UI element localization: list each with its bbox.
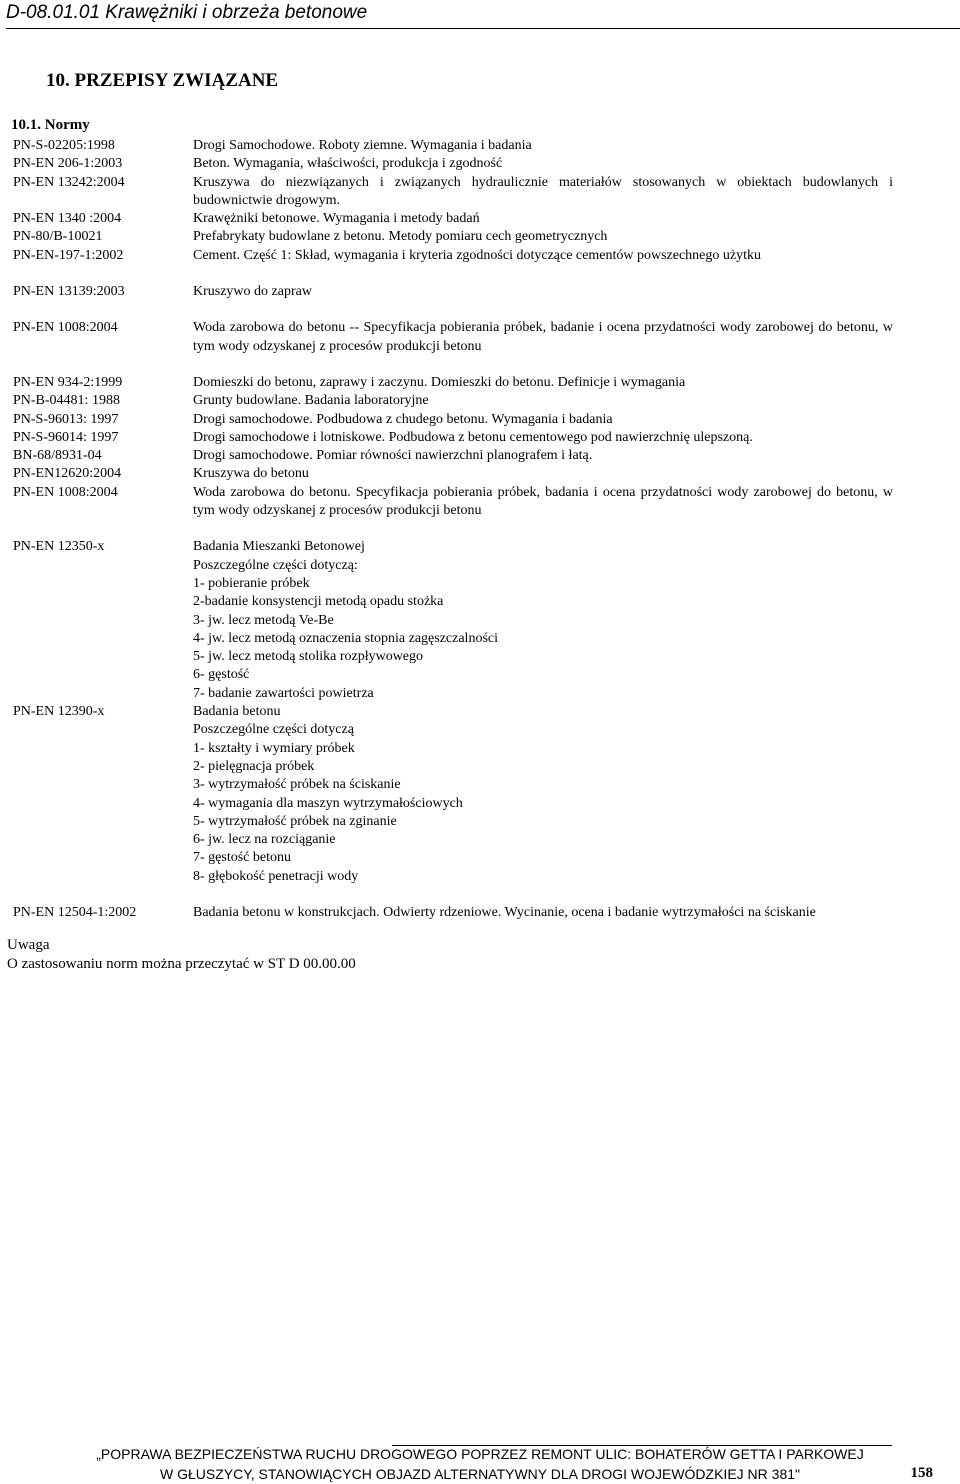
norm-code: PN-EN 1340 :2004 xyxy=(13,211,122,227)
norm-row xyxy=(13,283,893,301)
norm-code: PN-EN12620:2004 xyxy=(13,466,122,482)
subsection-title: 10.1. Normy xyxy=(11,117,90,133)
list-item: Badania Mieszanki Betonowej xyxy=(193,539,365,555)
list-item: 4- jw. lecz metodą oznaczenia stopnia zagęszczalności xyxy=(193,630,498,646)
norm-row xyxy=(13,429,893,447)
norm-desc-list xyxy=(193,538,893,703)
norm-code: PN-EN 12504-1:2002 xyxy=(13,904,137,920)
list-item: 7- badanie zawartości powietrza xyxy=(193,685,374,701)
norm-desc: Drogi samochodowe. Podbudowa z chudego betonu. Wymagania i badania xyxy=(193,411,613,427)
list-item: 3- jw. lecz metodą Ve-Be xyxy=(193,612,334,628)
footer-line-2: W GŁUSZYCY, STANOWIĄCYCH OBJAZD ALTERNATYWNY DLA DROGI WOJEWÓDZKIEJ NR 381" xyxy=(160,1466,800,1482)
norm-desc: Kruszywa do betonu xyxy=(193,466,309,482)
list-item: Poszczególne części dotyczą: xyxy=(193,557,358,573)
note-text: O zastosowaniu norm można przeczytać w ST D 00.00.00 xyxy=(7,956,356,972)
list-item: 2- pielęgnacja próbek xyxy=(193,758,315,774)
norm-desc: Krawężniki betonowe. Wymagania i metody badań xyxy=(193,211,480,227)
norm-code: PN-EN 206-1:2003 xyxy=(13,156,123,172)
norm-code: PN-EN 1008:2004 xyxy=(13,320,118,336)
header-divider xyxy=(6,28,960,29)
norm-desc: Drogi samochodowe i lotniskowe. Podbudowa z betonu cementowego pod nawierzchnię ulepszoną. xyxy=(193,429,753,445)
norm-row xyxy=(13,137,893,155)
norm-row xyxy=(13,247,893,265)
list-item: Poszczególne części dotyczą xyxy=(193,722,354,738)
spacer xyxy=(13,356,893,374)
norm-code: PN-EN 12350-x xyxy=(13,539,105,555)
norm-row xyxy=(13,319,893,356)
page-footer xyxy=(0,1444,960,1484)
list-item: 1- pobieranie próbek xyxy=(193,575,310,591)
norm-desc: Drogi samochodowe. Pomiar równości nawierzchni planografem i łatą. xyxy=(193,448,593,464)
norm-row xyxy=(13,465,893,483)
norms-list xyxy=(13,137,893,922)
norm-code: PN-EN 934-2:1999 xyxy=(13,374,123,390)
list-item: 5- wytrzymałość próbek na zginanie xyxy=(193,813,397,829)
list-item: 7- gęstość betonu xyxy=(193,850,291,866)
norm-row-en12390 xyxy=(13,703,893,886)
footer-line-1: „POPRAWA BEZPIECZEŃSTWA RUCHU DROGOWEGO POPRZEZ REMONT ULIC: BOHATERÓW GETTA I PARKOWEJ xyxy=(96,1446,864,1462)
norm-code: BN-68/8931-04 xyxy=(13,448,102,464)
norm-desc: Domieszki do betonu, zaprawy i zaczynu. Domieszki do betonu. Definicje i wymagania xyxy=(193,374,686,390)
norm-row xyxy=(13,484,893,521)
list-item: 5- jw. lecz metodą stolika rozpływowego xyxy=(193,649,424,665)
list-item: 6- jw. lecz na rozciąganie xyxy=(193,832,336,848)
spacer xyxy=(13,886,893,904)
header-title: D-08.01.01 Krawężniki i obrzeża betonowe xyxy=(6,2,368,23)
list-item: 1- kształty i wymiary próbek xyxy=(193,740,355,756)
norm-row-en12350 xyxy=(13,538,893,703)
norm-code: PN-EN 13139:2003 xyxy=(13,284,125,300)
list-item: 6- gęstość xyxy=(193,667,250,683)
norm-row xyxy=(13,411,893,429)
spacer xyxy=(13,265,893,283)
norm-code: PN-80/B-10021 xyxy=(13,229,103,245)
norm-code: PN-S-96013: 1997 xyxy=(13,411,119,427)
list-item: Badania betonu xyxy=(193,704,281,720)
norm-row xyxy=(13,174,893,211)
norm-desc: Kruszywa do niezwiązanych i związanych hydraulicznie materiałów stosowanych w obiektach budowlanych i budownictwie drogowym. xyxy=(193,174,893,208)
norm-desc: Drogi Samochodowe. Roboty ziemne. Wymagania i badania xyxy=(193,138,532,153)
norm-row xyxy=(13,374,893,392)
norm-desc: Prefabrykaty budowlane z betonu. Metody pomiaru cech geometrycznych xyxy=(193,229,608,245)
list-item: 4- wymagania dla maszyn wytrzymałościowych xyxy=(193,795,463,811)
norm-desc: Woda zarobowa do betonu. Specyfikacja pobierania próbek, badania i ocena przydatności wody zarobowej do betonu, w tym wody odzyskanej z procesów produkcji betonu xyxy=(193,484,893,519)
norm-desc: Badania betonu w konstrukcjach. Odwierty rdzeniowe. Wycinanie, ocena i badanie wytrzymałości na ściskanie xyxy=(193,904,816,920)
norm-desc: Kruszywo do zapraw xyxy=(193,284,312,300)
norm-desc: Beton. Wymagania, właściwości, produkcja i zgodność xyxy=(193,156,503,172)
section-title: 10. PRZEPISY ZWIĄZANE xyxy=(46,70,279,91)
norm-code: PN-EN-197-1:2002 xyxy=(13,247,124,263)
page-header xyxy=(6,0,956,32)
norm-desc: Grunty budowlane. Badania laboratoryjne xyxy=(193,393,429,409)
norm-code: PN-B-04481: 1988 xyxy=(13,393,120,409)
list-item: 3- wytrzymałość próbek na ściskanie xyxy=(193,777,401,793)
norm-row xyxy=(13,228,893,246)
page-number: 158 xyxy=(910,1465,933,1481)
note-label: Uwaga xyxy=(7,937,50,953)
norm-row xyxy=(13,904,893,922)
norm-code: PN-S-96014: 1997 xyxy=(13,429,119,445)
norm-code: PN-EN 13242:2004 xyxy=(13,174,125,190)
norm-code: PN-EN 1008:2004 xyxy=(13,484,118,500)
list-item: 8- głębokość penetracji wody xyxy=(193,868,359,884)
list-item: 2-badanie konsystencji metodą opadu stożka xyxy=(193,594,444,610)
norm-row xyxy=(13,155,893,173)
norm-desc-list xyxy=(193,703,893,886)
norm-row xyxy=(13,210,893,228)
spacer xyxy=(13,520,893,538)
spacer xyxy=(13,301,893,319)
norm-desc: Woda zarobowa do betonu -- Specyfikacja pobierania próbek, badanie i ocena przydatności wody zarobowej do betonu, w tym wody odzyskanej z procesów produkcji betonu xyxy=(193,320,893,354)
norm-code: PN-EN 12390-x xyxy=(13,704,105,720)
norm-row xyxy=(13,447,893,465)
norm-desc: Cement. Część 1: Skład, wymagania i kryteria zgodności dotyczące cementów powszechnego użytku xyxy=(193,247,761,263)
norm-row xyxy=(13,392,893,410)
norm-code: PN-S-02205:1998 xyxy=(13,138,115,153)
